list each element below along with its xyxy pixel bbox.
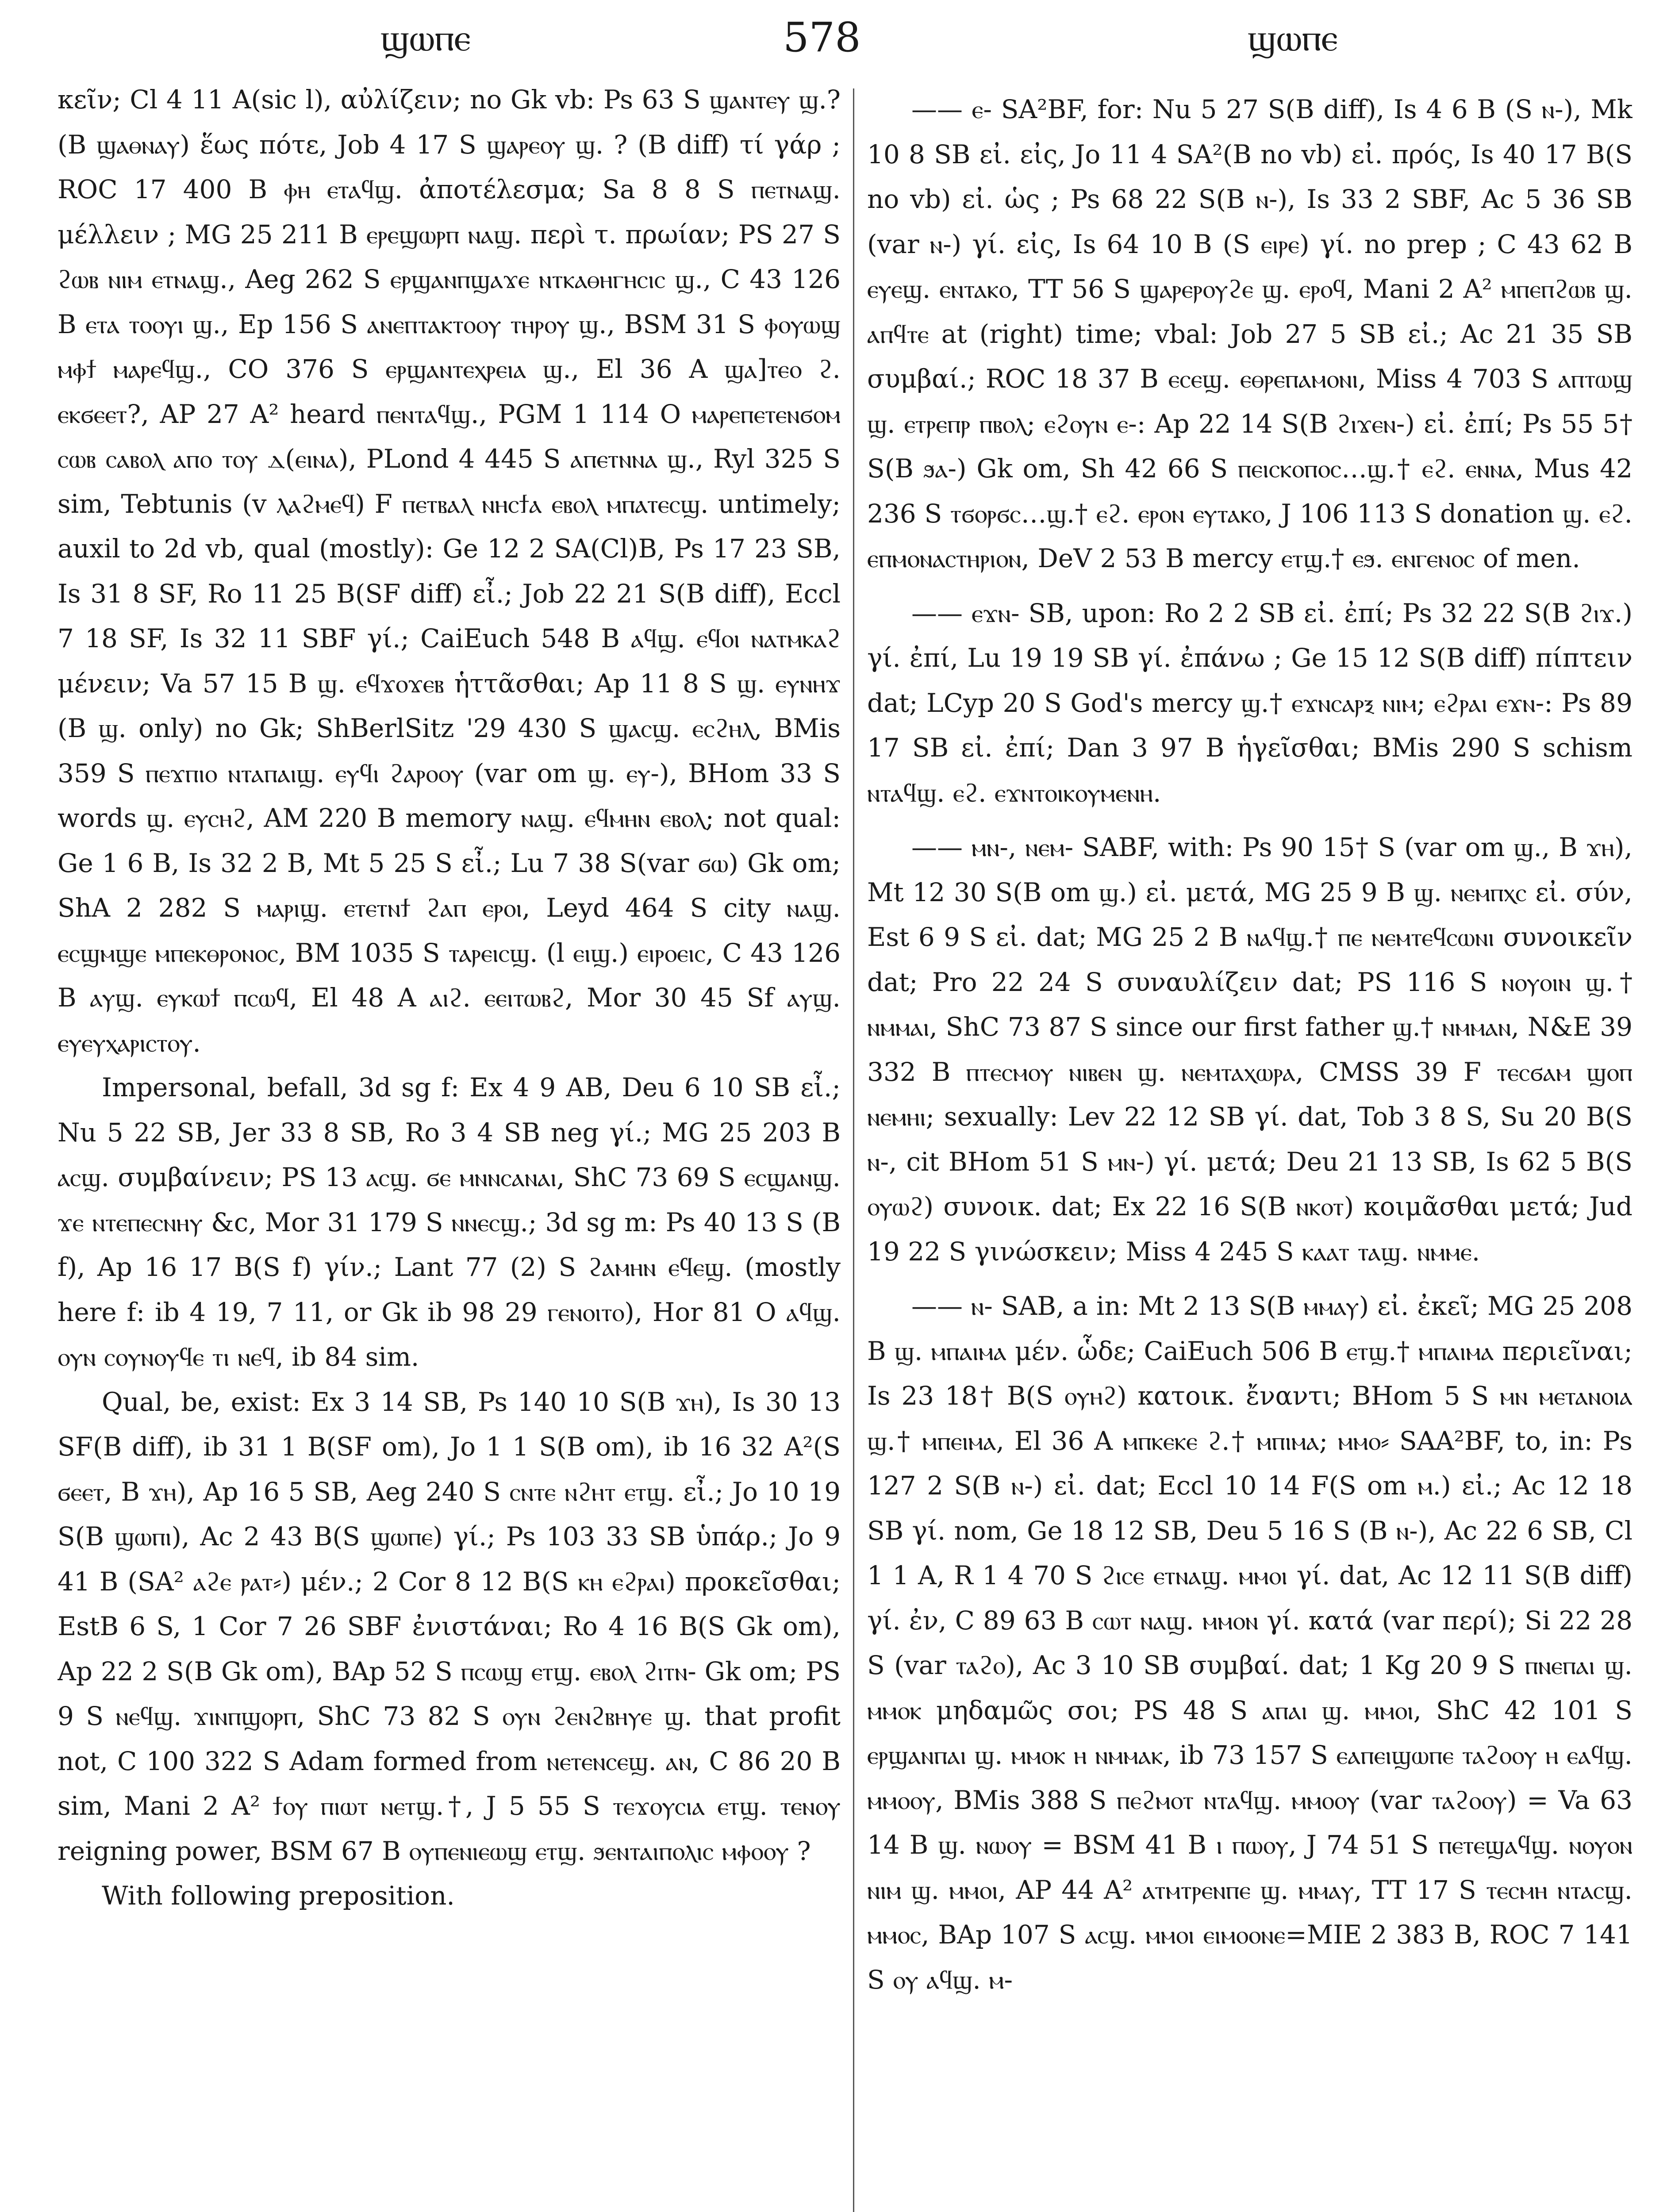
preposition-intro: With following preposition.	[102, 1881, 455, 1911]
impersonal-section: Impersonal, befall, 3d sg f: Ex 4 9 AB, Deu 6 10 SB εἶ.; Nu 5 22 SB, Jer 33 8 SB, Ro 3 4 SB neg γί.; MG 25 203 B ⲁⲥϣ. συμβαίνειν; PS 13 ⲁⲥϣ. ϭⲉ ⲙⲛⲛⲥⲁⲛⲁⲓ, ShC 73 69 S ⲉⲥϣⲁⲛϣ. ϫⲉ ⲛⲧⲉⲡⲉⲥⲛⲏⲩ &c, Mor 31 179 S ⲛⲛⲉⲥϣ.; 3d sg m: Ps 40 13 S (B f), Ap 16 17 B(S f) γίν.; Lant 77 (2) S ϩⲁⲙⲏⲛ ⲉϥⲉϣ. (mostly here f: ib 4 19, 7 11, or Gk ib 98 29 ⲅⲉⲛⲟⲓⲧⲟ), Hor 81 O ⲁϥϣ. ⲟⲩⲛ ⲥⲟⲩⲛⲟⲩϥⲉ ⲧⲓ ⲛⲉϥ, ib 84 sim.	[58, 1072, 841, 1372]
column-divider	[853, 88, 854, 2212]
right-column	[867, 77, 1632, 2212]
page-number: 578	[783, 14, 861, 61]
right-headword: ϣⲱⲡⲉ	[1248, 16, 1338, 59]
subentry-e: —— ⲉ- SA²BF, for: Nu 5 27 S(B diff), Is 4 6 B (S ⲛ-), Mk 10 8 SB εἰ. εἰς, Jo 11 4 SA²(B no vb) εἰ. πρός, Is 40 17 B(S no vb) εἰ. ὡς ; Ps 68 22 S(B ⲛ-), Is 33 2 SBF, Ac 5 36 SB (var ⲛ-) γί. εἰς, Is 64 10 B (S ⲉⲓⲣⲉ) γί. no prep ; C 43 62 B ⲉⲩⲉϣ. ⲉⲛⲧⲁⲕⲟ, TT 56 S ϣⲁⲣⲉⲣⲟⲩϩⲉ ϣ. ⲉⲣⲟϥ, Mani 2 A² ⲙⲡⲉⲡϩⲱⲃ ϣ. ⲁⲡϥⲧⲉ at (right) time; vbal: Job 27 5 SB εἰ.; Ac 21 35 SB συμβαί.; ROC 18 37 B ⲉⲥⲉϣ. ⲉⲑⲣⲉⲡⲁⲙⲟⲛⲓ, Miss 4 703 S ⲁⲡⲧⲱϣ ϣ. ⲉⲧⲣⲉⲡⲣ ⲡⲃⲟⲗ; ⲉϩⲟⲩⲛ ⲉ-: Ap 22 14 S(B ϩⲓϫⲉⲛ-) εἰ. ἐπί; Ps 55 5† S(B ϧⲁ-) Gk om, Sh 42 66 S ⲡⲉⲓⲥⲕⲟⲡⲟⲥ…ϣ.† ⲉϩ. ⲉⲛⲛⲁ, Mus 42 236 S ⲧϭⲟⲣϭⲥ…ϣ.† ⲉϩ. ⲉⲣⲟⲛ ⲉⲩⲧⲁⲕⲟ, J 106 113 S donation ϣ. ⲉϩ. ⲉⲡⲙⲟⲛⲁⲥⲧⲏⲣⲓⲟⲛ, DeV 2 53 B mercy ⲉⲧϣ.† ⲉϧ. ⲉⲛⲅⲉⲛⲟⲥ of men.	[867, 94, 1632, 573]
subentry-ejn: —— ⲉϫⲛ- SB, upon: Ro 2 2 SB εἰ. ἐπί; Ps 32 22 S(B ϩⲓϫ.) γί. ἐπί, Lu 19 19 SB γί. ἐπάνω ; Ge 15 12 S(B diff) πίπτειν dat; LCyp 20 S God's mercy ϣ.† ⲉϫⲛⲥⲁⲣⲝ ⲛⲓⲙ; ⲉϩⲣⲁⲓ ⲉϫⲛ-: Ps 89 17 SB εἰ. ἐπί; Dan 3 97 B ἡγεῖσθαι; BMis 290 S schism ⲛⲧⲁϥϣ. ⲉϩ. ⲉϫⲛⲧⲟⲓⲕⲟⲩⲙⲉⲛⲏ.	[867, 598, 1632, 808]
qual-section: Qual, be, exist: Ex 3 14 SB, Ps 140 10 S(B ϫⲏ), Is 30 13 SF(B diff), ib 31 1 B(SF om), Jo 1 1 S(B om), ib 16 32 A²(S ϭⲉⲉⲧ, B ϫⲏ), Ap 16 5 SB, Aeg 240 S ⲥⲛⲧⲉ ⲛϩⲏⲧ ⲉⲧϣ. εἶ.; Jo 10 19 S(B ϣⲱⲡⲓ), Ac 2 43 B(S ϣⲱⲡⲉ) γί.; Ps 103 33 SB ὑπάρ.; Jo 9 41 B (SA² ⲁϩⲉ ⲣⲁⲧ⸗) μέν.; 2 Cor 8 12 B(S ⲕⲏ ⲉϩⲣⲁⲓ) προκεῖσθαι; EstB 6 S, 1 Cor 7 26 SBF ἐνιστάναι; Ro 4 16 B(S Gk om), Ap 22 2 S(B Gk om), BAp 52 S ⲡⲥⲱϣ ⲉⲧϣ. ⲉⲃⲟⲗ ϩⲓⲧⲛ- Gk om; PS 9 S ⲛⲉϥϣ. ϫⲓⲛⲡϣⲟⲣⲡ, ShC 73 82 S ⲟⲩⲛ ϩⲉⲛϩⲃⲏⲩⲉ ϣ. that profit not, C 100 322 S Adam formed from ⲛⲉⲧⲉⲛⲥⲉϣ. ⲁⲛ, C 86 20 B sim, Mani 2 A² ϯⲟⲩ ⲡⲓⲱⲧ ⲛⲉⲧϣ.†, J 5 55 S ⲧⲉϫⲟⲩⲥⲓⲁ ⲉⲧϣ. ⲧⲉⲛⲟⲩ reigning power, BSM 67 B ⲟⲩⲡⲉⲛⲓⲉⲱϣ ⲉⲧϣ. ϧⲉⲛⲧⲁⲓⲡⲟⲗⲓⲥ ⲙⲫⲟⲟⲩ ?	[58, 1386, 841, 1866]
entry-continuation: κεῖν; Cl 4 11 A(sic l), αὐλίζειν; no Gk vb: Ps 63 S ϣⲁⲛⲧⲉⲩ ϣ.? (B ϣⲁⲑⲛⲁⲩ) ἕως πότε, Job 4 17 S ϣⲁⲣⲉⲟⲩ ϣ. ? (B diff) τί γάρ ; ROC 17 400 B ⲫⲏ ⲉⲧⲁϥϣ. ἀποτέλεσμα; Sa 8 8 S ⲡⲉⲧⲛⲁϣ. μέλλειν ; MG 25 211 B ⲉⲣⲉϣⲱⲣⲡ ⲛⲁϣ. περὶ τ. πρωίαν; PS 27 S ϩⲱⲃ ⲛⲓⲙ ⲉⲧⲛⲁϣ., Aeg 262 S ⲉⲣϣⲁⲛⲡϣⲁϫⲉ ⲛⲧⲕⲁⲑⲏⲅⲏⲥⲓⲥ ϣ., C 43 126 B ⲉⲧⲁ ⲧⲟⲟⲩⲓ ϣ., Ep 156 S ⲁⲛⲉⲡⲧⲁⲕⲧⲟⲟⲩ ⲧⲏⲣⲟⲩ ϣ., BSM 31 S ⲫⲟⲩⲱϣ ⲙⲫϯ ⲙⲁⲣⲉϥϣ., CO 376 S ⲉⲣϣⲁⲛⲧⲉⲭⲣⲉⲓⲁ ϣ., El 36 A ϣⲁ]ⲧⲉⲟ ϩ. ⲉⲕϭⲉⲉⲧ?, AP 27 A² heard ⲡⲉⲛⲧⲁϥϣ., PGM 1 114 O ⲙⲁⲣⲉⲡⲉⲧⲉⲛϭⲟⲙ ⲥⲱⲃ ⲥⲁⲃⲟⲗ ⲁⲡⲟ ⲧⲟⲩ ⲇ(ⲉⲓⲛⲁ), PLond 4 445 S ⲁⲡⲉⲧⲛⲛⲁ ϣ., Ryl 325 S sim, Tebtunis (v ⲗⲁϩⲙⲉϥ) F ⲡⲉⲧⲃⲁⲗ ⲛⲏⲥϯⲁ ⲉⲃⲟⲗ ⲙⲡⲁⲧⲉⲥϣ. untimely; auxil to 2d vb, qual (mostly): Ge 12 2 SA(Cl)B, Ps 17 23 SB, Is 31 8 SF, Ro 11 25 B(SF diff) εἶ.; Job 22 21 S(B diff), Eccl 7 18 SF, Is 32 11 SBF γί.; CaiEuch 548 B ⲁϥϣ. ⲉϥⲟⲓ ⲛⲁⲧⲙⲕⲁϩ μένειν; Va 57 15 B ϣ. ⲉϥϫⲟϫⲉⲃ ἡττᾶσθαι; Ap 11 8 S ϣ. ⲉⲩⲛⲏϫ (B ϣ. only) no Gk; ShBerlSitz '29 430 S ϣⲁⲥϣ. ⲉⲥϩⲏⲗ, BMis 359 S ⲡⲉϫⲡⲓⲟ ⲛⲧⲁⲡⲁⲓϣ. ⲉⲩϥⲓ ϩⲁⲣⲟⲟⲩ (var om ϣ. ⲉⲩ-), BHom 33 S words ϣ. ⲉⲩⲥⲏϩ, AM 220 B memory ⲛⲁϣ. ⲉϥⲙⲏⲛ ⲉⲃⲟⲗ; not qual: Ge 1 6 B, Is 32 2 B, Mt 5 25 S εἶ.; Lu 7 38 S(var ϭⲱ) Gk om; ShA 2 282 S ⲙⲁⲣⲓϣ. ⲉⲧⲉⲧⲛϯ ϩⲁⲡ ⲉⲣⲟⲓ, Leyd 464 S city ⲛⲁϣ. ⲉⲥϣⲙϣⲉ ⲙⲡⲉⲕⲑⲣⲟⲛⲟⲥ, BM 1035 S ⲧⲁⲣⲉⲓⲥϣ. (l ⲉⲓϣ.) ⲉⲓⲣⲟⲉⲓⲥ, C 43 126 B ⲁⲩϣ. ⲉⲩⲕⲱϯ ⲡⲥⲱϥ, El 48 A ⲁⲓϩ. ⲉⲉⲓⲧⲱⲃϩ, Mor 30 45 Sf ⲁⲩϣ. ⲉⲩⲉⲩⲭⲁⲣⲓⲥⲧⲟⲩ.	[58, 84, 841, 1058]
running-head	[0, 13, 1667, 71]
left-headword: ϣⲱⲡⲉ	[380, 16, 471, 59]
subentry-n: —— ⲛ- SAB, a in: Mt 2 13 S(B ⲙⲙⲁⲩ) εἰ. ἐκεῖ; MG 25 208 B ϣ. ⲙⲡⲁⲓⲙⲁ μέν. ὧδε; CaiEuch 506 B ⲉⲧϣ.† ⲙⲡⲁⲓⲙⲁ περιεῖναι; Is 23 18† B(S ⲟⲩⲏϩ) κατοικ. ἔναντι; BHom 5 S ⲙⲛ ⲙⲉⲧⲁⲛⲟⲓⲁ ϣ.† ⲙⲡⲉⲓⲙⲁ, El 36 A ⲙⲡⲕⲉⲕⲉ ϩ.† ⲙⲡⲓⲙⲁ; ⲙⲙⲟ⸗ SAA²BF, to, in: Ps 127 2 S(B ⲛ-) εἰ. dat; Eccl 10 14 F(S om ⲙ.) εἰ.; Ac 12 18 SB γί. nom, Ge 18 12 SB, Deu 5 16 S (B ⲛ-), Ac 22 6 SB, Cl 1 1 A, R 1 4 70 S ϩⲓⲥⲉ ⲉⲧⲛⲁϣ. ⲙⲙⲟⲓ γί. dat, Ac 12 11 S(B diff) γί. ἐν, C 89 63 B ⲥⲱⲧ ⲛⲁϣ. ⲙⲙⲟⲛ γί. κατά (var περί); Si 22 28 S (var ⲧⲁϩⲟ), Ac 3 10 SB συμβαί. dat; 1 Kg 20 9 S ⲡⲛⲉⲡⲁⲓ ϣ. ⲙⲙⲟⲕ μηδαμῶς σοι; PS 48 S ⲁⲡⲁⲓ ϣ. ⲙⲙⲟⲓ, ShC 42 101 S ⲉⲣϣⲁⲛⲡⲁⲓ ϣ. ⲙⲙⲟⲕ ⲏ ⲛⲙⲙⲁⲕ, ib 73 157 S ⲉⲁⲡⲉⲓϣⲱⲡⲉ ⲧⲁϩⲟⲟⲩ ⲏ ⲉⲁϥϣ. ⲙⲙⲟⲟⲩ, BMis 388 S ⲡⲉϩⲙⲟⲧ ⲛⲧⲁϥϣ. ⲙⲙⲟⲟⲩ (var ⲧⲁϩⲟⲟⲩ) = Va 63 14 B ϣ. ⲛⲱⲟⲩ = BSM 41 B ⲓ ⲡⲱⲟⲩ, J 74 51 S ⲡⲉⲧⲉϣⲁϥϣ. ⲛⲟⲩⲟⲛ ⲛⲓⲙ ϣ. ⲙⲙⲟⲓ, AP 44 A² ⲁⲧⲙⲧⲣⲉⲛⲡⲉ ϣ. ⲙⲙⲁⲩ, TT 17 S ⲧⲉⲥⲙⲏ ⲛⲧⲁⲥϣ. ⲙⲙⲟⲥ, BAp 107 S ⲁⲥϣ. ⲙⲙⲟⲓ ⲉⲓⲙⲟⲟⲛⲉ=MIE 2 383 B, ROC 7 141 S ⲟⲩ ⲁϥϣ. ⲙ-	[867, 1291, 1632, 1995]
subentry-mn: —— ⲙⲛ-, ⲛⲉⲙ- SABF, with: Ps 90 15† S (var om ϣ., B ϫⲏ), Mt 12 30 S(B om ϣ.) εἰ. μετά, MG 25 9 B ϣ. ⲛⲉⲙⲡⲭⲥ εἰ. σύν, Est 6 9 S εἰ. dat; MG 25 2 B ⲛⲁϥϣ.† ⲡⲉ ⲛⲉⲙⲧⲉϥⲥⲱⲛⲓ συνοικεῖν dat; Pro 22 24 S συναυλίζειν dat; PS 116 S ⲛⲟⲩⲟⲓⲛ ϣ.† ⲛⲙⲙⲁⲓ, ShC 73 87 S since our first father ϣ.† ⲛⲙⲙⲁⲛ, N&E 39 332 B ⲡⲧⲉⲥⲙⲟⲩ ⲛⲓⲃⲉⲛ ϣ. ⲛⲉⲙⲧⲁⲭⲱⲣⲁ, CMSS 39 F ⲧⲉⲥϭⲁⲙ ϣⲟⲡ ⲛⲉⲙⲏⲓ; sexually: Lev 22 12 SB γί. dat, Tob 3 8 S, Su 20 B(S ⲛ-, cit BHom 51 S ⲙⲛ-) γί. μετά; Deu 21 13 SB, Is 62 5 B(S ⲟⲩⲱϩ) συνοικ. dat; Ex 22 16 S(B ⲛⲕⲟⲧ) κοιμᾶσθαι μετά; Jud 19 22 S γινώσκειν; Miss 4 245 S ⲕⲁⲁⲧ ⲧⲁϣ. ⲛⲙⲙⲉ.	[867, 832, 1632, 1267]
left-column	[58, 77, 841, 2212]
